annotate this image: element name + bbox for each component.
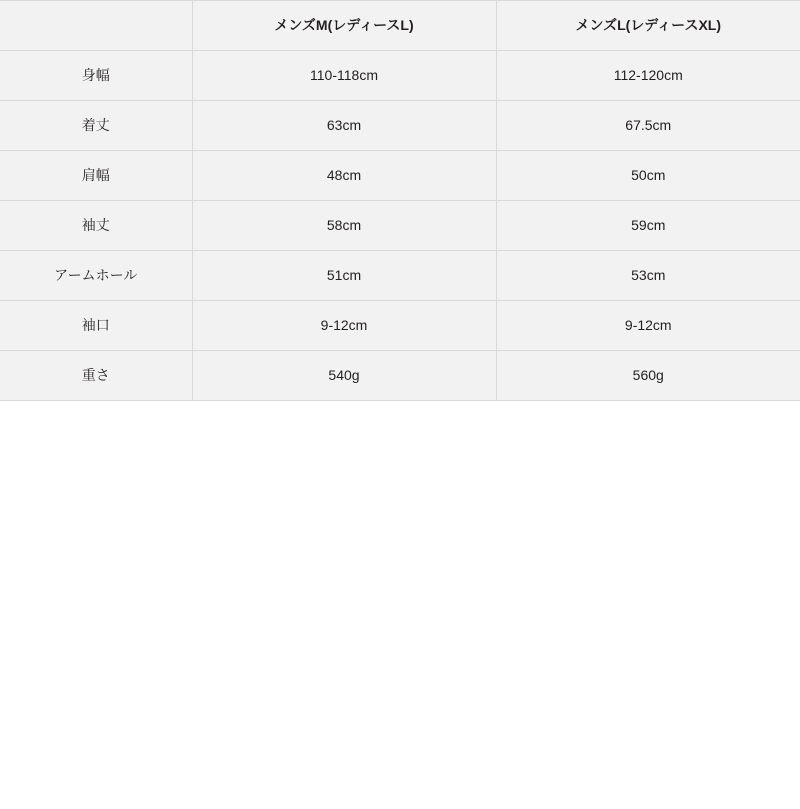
- column-header-size-l: メンズL(レディースXL): [496, 1, 800, 51]
- cell-cuff-m: 9-12cm: [192, 301, 496, 351]
- cell-shoulder-width-l: 50cm: [496, 151, 800, 201]
- column-header-size-m: メンズM(レディースL): [192, 1, 496, 51]
- cell-shoulder-width-m: 48cm: [192, 151, 496, 201]
- blank-area: [0, 401, 800, 809]
- table-row: [0, 151, 800, 201]
- cell-length-m: 63cm: [192, 101, 496, 151]
- row-header-armhole: アームホール: [0, 251, 192, 301]
- cell-length-l: 67.5cm: [496, 101, 800, 151]
- cell-body-width-m: 110-118cm: [192, 51, 496, 101]
- cell-armhole-l: 53cm: [496, 251, 800, 301]
- row-header-shoulder-width: 肩幅: [0, 151, 192, 201]
- table-row: [0, 51, 800, 101]
- table-corner-cell: [0, 1, 192, 51]
- table-body: [0, 51, 800, 401]
- cell-weight-m: 540g: [192, 351, 496, 401]
- table-header: [0, 1, 800, 51]
- row-header-weight: 重さ: [0, 351, 192, 401]
- row-header-sleeve-length: 袖丈: [0, 201, 192, 251]
- table-row: [0, 351, 800, 401]
- row-header-cuff: 袖口: [0, 301, 192, 351]
- cell-armhole-m: 51cm: [192, 251, 496, 301]
- cell-sleeve-length-l: 59cm: [496, 201, 800, 251]
- table-row: [0, 301, 800, 351]
- row-header-length: 着丈: [0, 101, 192, 151]
- table-row: [0, 101, 800, 151]
- table-row: [0, 251, 800, 301]
- table-row: [0, 201, 800, 251]
- table-header-row: [0, 1, 800, 51]
- row-header-body-width: 身幅: [0, 51, 192, 101]
- size-chart-table: [0, 0, 800, 401]
- cell-cuff-l: 9-12cm: [496, 301, 800, 351]
- cell-weight-l: 560g: [496, 351, 800, 401]
- cell-body-width-l: 112-120cm: [496, 51, 800, 101]
- cell-sleeve-length-m: 58cm: [192, 201, 496, 251]
